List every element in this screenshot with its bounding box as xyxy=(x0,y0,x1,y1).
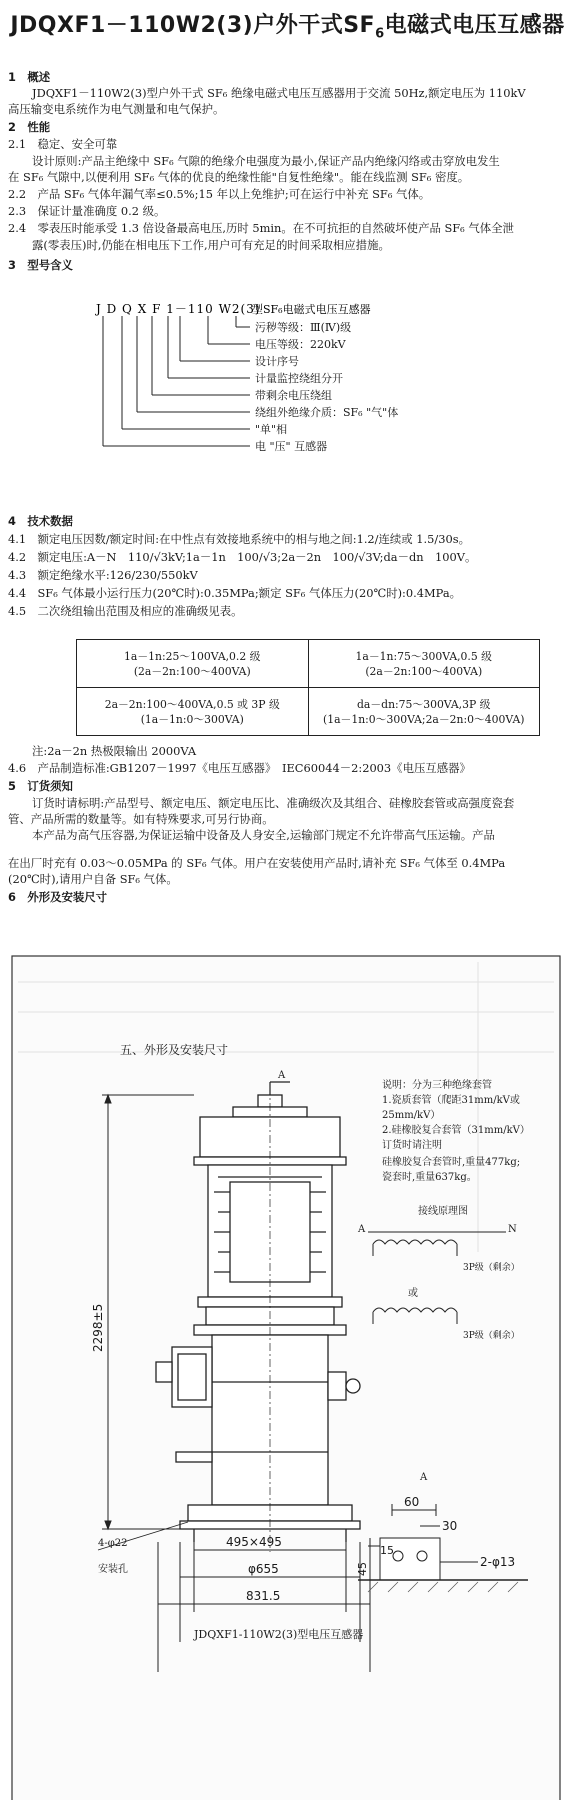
svg-text:3P级（剩余）: 3P级（剩余） xyxy=(463,1263,520,1273)
item-2-1-text: 设计原则:产品主绝缘中 SF₆ 气隙的绝缘介电强度为最小,保证产品内绝缘闪络或击穿放电发生 xyxy=(32,154,500,168)
section-5-line: 在出厂时充有 0.03～0.05MPa 的 SF₆ 气体。用户在安装使用产品时,请补充 SF₆ 气体至 0.4MPa xyxy=(8,856,506,870)
model-item: 计量监控绕组分开 xyxy=(255,372,343,385)
section-5-line: (20℃时),请用户自备 SF₆ 气体。 xyxy=(8,872,178,886)
svg-text:3P级（剩余）: 3P级（剩余） xyxy=(463,1331,520,1341)
table-cell: 1a－1n:75～300VA,0.5 级 (2a－2n:100～400VA) xyxy=(308,640,540,688)
svg-text:A: A xyxy=(420,1472,428,1483)
height-dim-label: 2298±5 xyxy=(91,1303,105,1352)
svg-text:30: 30 xyxy=(442,1519,458,1533)
section-5-line: 本产品为高气压容器,为保证运输中设备及人身安全,运输部门规定不允许带高气压运输。产品 xyxy=(32,828,495,842)
section-3-heading: 3 型号含义 xyxy=(8,258,73,272)
table-note: 注:2a－2n 热极限输出 2000VA xyxy=(32,744,197,758)
base-dim-label: 495×495 xyxy=(226,1535,282,1549)
section-4-heading: 4 技术数据 xyxy=(8,514,73,528)
model-item: 设计序号 xyxy=(255,355,299,368)
svg-text:45: 45 xyxy=(356,1562,369,1576)
section-1-line: 高压输变电系统作为电气测量和电气保护。 xyxy=(8,102,225,116)
model-code-lines xyxy=(103,316,250,446)
table-cell: 2a－2n:100～400VA,0.5 或 3P 级 (1a－1n:0～300VA) xyxy=(77,688,309,736)
item-2-3: 2.3 保证计量准确度 0.2 级。 xyxy=(8,204,166,218)
item-4-2: 4.2 额定电压:A－N 110/√3kV;1a－1n 100/√3;2a－2n 100/√3V;da－dn 100V。 xyxy=(8,550,477,564)
section-marker: A xyxy=(278,1070,286,1081)
item-4-1: 4.1 额定电压因数/额定时间:在中性点有效接地系统中的相与地之间:1.2/连续或 1.5/30s。 xyxy=(8,532,470,546)
outline-drawing xyxy=(8,912,564,1794)
output-accuracy-table xyxy=(76,639,540,736)
holes-label: 4-φ22 xyxy=(98,1538,128,1549)
outline-drawing-svg xyxy=(8,912,564,1800)
item-2-2: 2.2 产品 SF₆ 气体年漏气率≤0.5%;15 年以上免维护;可在运行中补充 SF₆ 气体。 xyxy=(8,187,431,201)
model-item: 带剩余电压绕组 xyxy=(255,389,332,402)
svg-text:瓷套时,重量637kg。: 瓷套时,重量637kg。 xyxy=(382,1172,477,1183)
section-5-line: 管、产品所需的数量等。如有特殊要求,可另行协商。 xyxy=(8,812,274,826)
model-desc: 型SF₆电磁式电压互感器 xyxy=(252,303,371,316)
item-2-1-text: 在 SF₆ 气隙中,以便利用 SF₆ 气体的优良的绝缘性能"自复性绝缘"。能在线监测 SF₆ 密度。 xyxy=(8,170,470,184)
model-item: 污秽等级：Ⅲ(Ⅳ)级 xyxy=(255,321,352,334)
model-item: 电 "压" 互感器 xyxy=(255,440,328,453)
table-cell: da－dn:75～300VA,3P 级 (1a－1n:0～300VA;2a－2n:0～400VA) xyxy=(308,688,540,736)
model-item: 绕组外绝缘介质：SF₆ "气"体 xyxy=(255,406,399,419)
svg-text:25mm/kV）: 25mm/kV） xyxy=(382,1110,441,1121)
svg-text:或: 或 xyxy=(408,1288,418,1299)
section-5-line: 订货时请标明:产品型号、额定电压、额定电压比、准确级次及其组合、硅橡胶套管或高强度瓷套 xyxy=(32,796,515,810)
item-2-4: 2.4 零表压时能承受 1.3 倍设备最高电压,历时 5min。在不可抗拒的自然破坏使产品 SF₆ 气体全泄 xyxy=(8,221,514,235)
item-4-4: 4.4 SF₆ 气体最小运行压力(20℃时):0.35MPa;额定 SF₆ 气体压力(20℃时):0.4MPa。 xyxy=(8,586,462,600)
svg-text:接线原理图: 接线原理图 xyxy=(418,1206,468,1217)
section-1-heading: 1 概述 xyxy=(8,70,51,84)
model-code: J D Q X F 1－110 W2(3) xyxy=(96,302,261,316)
page-title: JDQXF1－110W2(3)户外干式$SF_6$电磁式电压互感器 xyxy=(10,13,565,42)
svg-text:硅橡胶复合套管时,重量477kg;: 硅橡胶复合套管时,重量477kg; xyxy=(382,1157,521,1168)
section-6-heading: 6 外形及安装尺寸 xyxy=(8,890,108,904)
svg-text:A: A xyxy=(358,1224,366,1235)
mount-label: 安装孔 xyxy=(98,1564,128,1575)
item-2-4-cont: 露(零表压)时,仍能在相电压下工作,用户可有充足的时间采取相应措施。 xyxy=(32,238,390,252)
svg-text:60: 60 xyxy=(404,1495,420,1509)
item-2-1: 2.1 稳定、安全可靠 xyxy=(8,137,118,151)
svg-text:说明：分为三种绝缘套管: 说明：分为三种绝缘套管 xyxy=(382,1080,492,1091)
model-code-diagram xyxy=(0,300,575,460)
item-4-6: 4.6 产品制造标准:GB1207－1997《电压互感器》 IEC60044－2:2003《电压互感器》 xyxy=(8,761,471,775)
dia-dim-label: φ655 xyxy=(248,1562,279,1576)
table-row xyxy=(77,688,540,736)
drawing-title: 五、外形及安装尺寸 xyxy=(120,1043,229,1057)
svg-text:15: 15 xyxy=(380,1544,394,1557)
model-item: 电压等级：220kV xyxy=(255,338,346,351)
item-4-5: 4.5 二次绕组输出范围及相应的准确级见表。 xyxy=(8,604,243,618)
drawing-caption: JDQXF1-110W2(3)型电压互感器 xyxy=(194,1628,364,1641)
svg-text:1.瓷质套管（爬距31mm/kV或: 1.瓷质套管（爬距31mm/kV或 xyxy=(382,1095,520,1106)
svg-text:2-φ13: 2-φ13 xyxy=(480,1555,516,1569)
section-2-heading: 2 性能 xyxy=(8,120,51,134)
section-5-heading: 5 订货须知 xyxy=(8,779,73,793)
section-1-line: JDQXF1－110W2(3)型户外干式 SF₆ 绝缘电磁式电压互感器用于交流 50Hz,额定电压为 110kV xyxy=(32,86,526,100)
item-4-3: 4.3 额定绝缘水平:126/230/550kV xyxy=(8,568,198,582)
svg-text:N: N xyxy=(508,1224,517,1235)
svg-text:订货时请注明: 订货时请注明 xyxy=(382,1140,442,1151)
table-cell: 1a－1n:25～100VA,0.2 级 (2a－2n:100～400VA) xyxy=(77,640,309,688)
table-row xyxy=(77,640,540,688)
svg-text:2.硅橡胶复合套管（31mm/kV）: 2.硅橡胶复合套管（31mm/kV） xyxy=(382,1125,530,1136)
model-item: "单"相 xyxy=(255,423,288,436)
width-dim-label: 831.5 xyxy=(246,1589,281,1603)
